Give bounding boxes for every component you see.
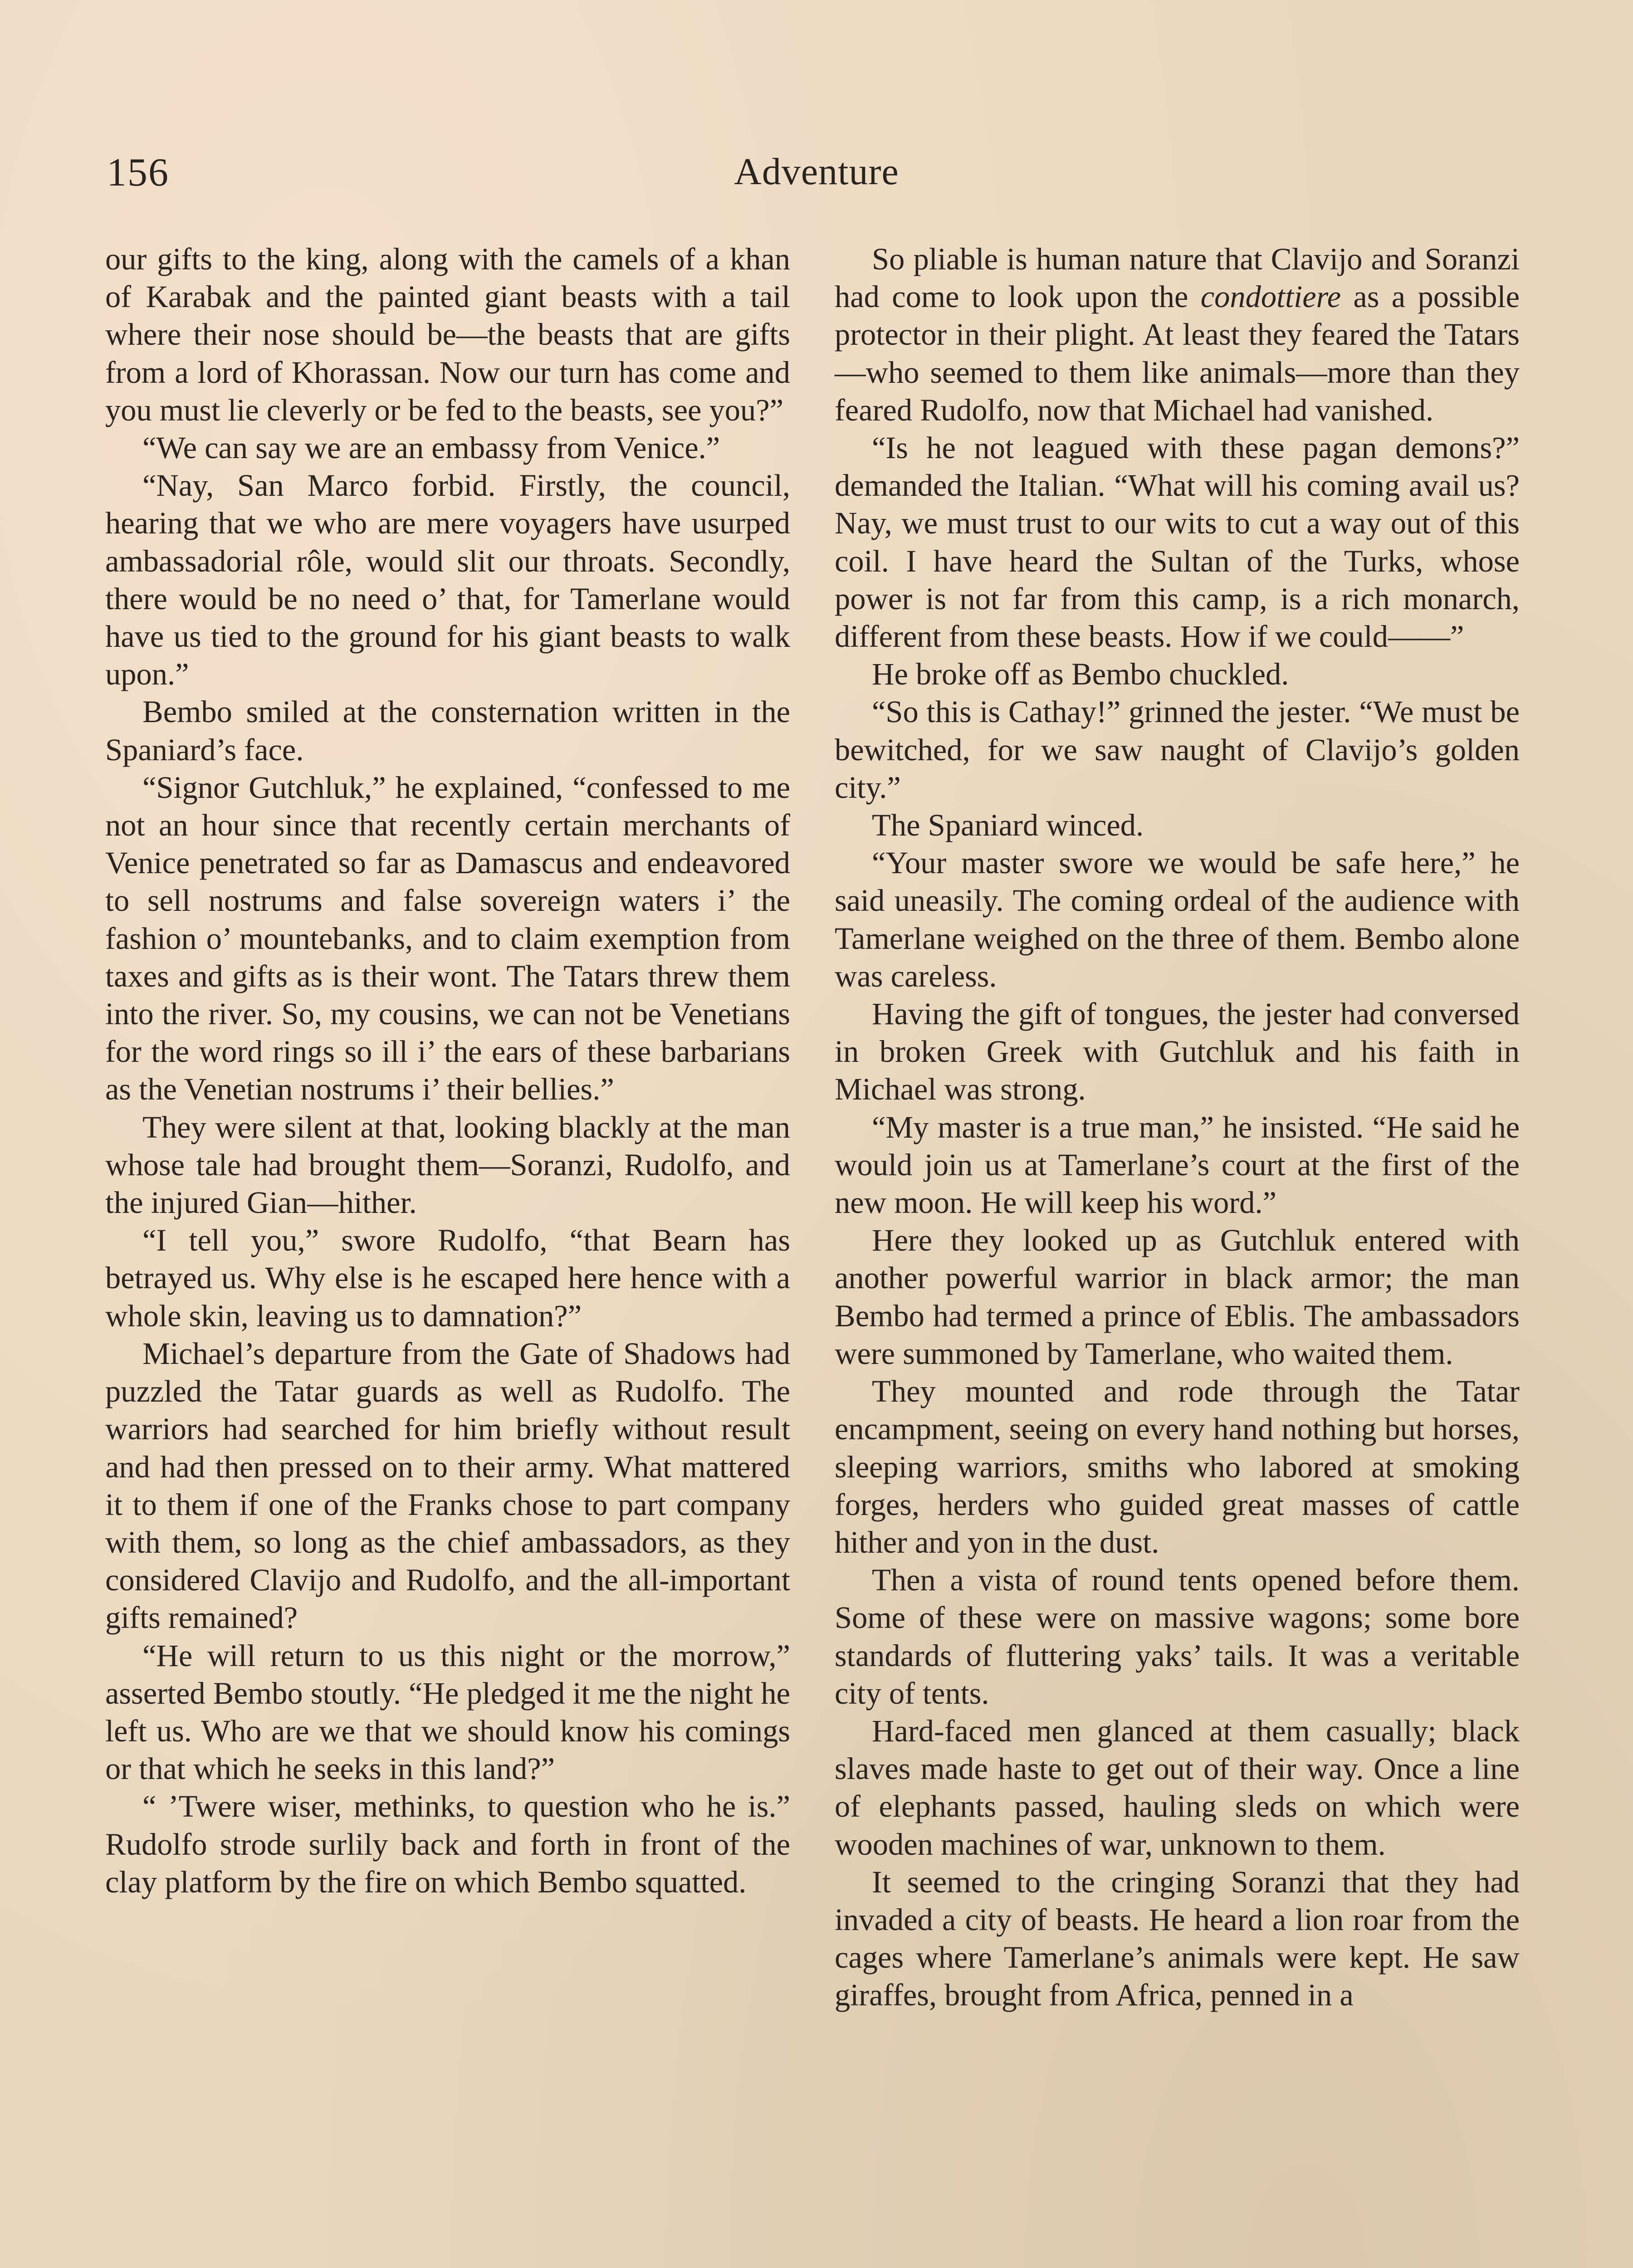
paragraph: “Nay, San Marco forbid. Firstly, the council, hearing that we who are mere voyagers have usurped ambassadorial rôle, would slit our throats. Secondly, there would be no need o’ that, for Tamerlane would have us tied to the ground for his giant beasts to walk upon.” — [105, 468, 790, 692]
page-number: 156 — [107, 151, 169, 195]
paragraph: “He will return to us this night or the morrow,” asserted Bembo stoutly. “He pledged it me the night he left us. Who are we that we should know his comings or that which he seeks in this land?” — [105, 1638, 790, 1786]
paragraph: Bembo smiled at the consternation written in the Spaniard’s face. — [105, 694, 790, 767]
paragraph: Michael’s departure from the Gate of Shadows had puzzled the Tatar guards as well as Rudolfo. The warriors had searched for him briefly without result and had then pressed on to their army. What mattered it to them if one of the Franks chose to part company with them, so long as the chief ambassadors, as they considered Clavijo and Rudolfo, and the all-important gifts remained? — [105, 1336, 790, 1635]
paragraph: “ ’Twere wiser, methinks, to question who he is.” Rudolfo strode surlily back and forth in front of the clay platform by the fire on which Bembo squatted. — [105, 1789, 790, 1899]
right-column — [835, 240, 1520, 2014]
paragraph: “I tell you,” swore Rudolfo, “that Bearn has betrayed us. Why else is he escaped here hence with a whole skin, leaving us to damnation?” — [105, 1223, 790, 1333]
paragraph: “My master is a true man,” he insisted. “He said he would join us at Tamerlane’s court at the first of the new moon. He will keep his word.” — [835, 1110, 1520, 1220]
paragraph: So pliable is human nature that Clavijo and Soranzi had come to look upon the condottiere as a possible protector in their plight. At least they feared the Tatars—who seemed to them like animals—more than they feared Rudolfo, now that Michael had vanished. — [835, 242, 1520, 427]
running-head: Adventure — [734, 151, 899, 193]
italic-term: condottiere — [1200, 279, 1341, 314]
paragraph: He broke off as Bembo chuckled. — [872, 657, 1289, 692]
paragraph: our gifts to the king, along with the camels of a khan of Karabak and the painted giant beasts with a tail where their nose should be—the beasts that are gifts from a lord of Khorassan. Now our turn has come and you must lie cleverly or be fed to the beasts, see you?” — [105, 242, 790, 427]
paragraph: “Your master swore we would be safe here,” he said uneasily. The coming ordeal of the audience with Tamerlane weighed on the three of them. Bembo alone was careless. — [835, 846, 1520, 993]
paragraph: Then a vista of round tents opened before them. Some of these were on massive wagons; some bore standards of fluttering yaks’ tails. It was a veritable city of tents. — [835, 1563, 1520, 1711]
paragraph: “So this is Cathay!” grinned the jester. “We must be bewitched, for we saw naught of Clavijo’s golden city.” — [835, 694, 1520, 805]
paragraph: Hard-faced men glanced at them casually; black slaves made haste to get out of their way. Once a line of elephants passed, hauling sleds on which were wooden machines of war, unknown to them. — [835, 1713, 1520, 1862]
paragraph: “Is he not leagued with these pagan demons?” demanded the Italian. “What will his coming avail us? Nay, we must trust to our wits to cut a way out of this coil. I have heard the Sultan of the Turks, whose power is not far from this camp, is a rich monarch, different from these beasts. How if we could——” — [835, 430, 1520, 654]
left-column — [105, 240, 790, 1901]
paragraph: The Spaniard winced. — [872, 808, 1144, 843]
paragraph: They were silent at that, looking blackly at the man whose tale had brought them—Soranzi, Rudolfo, and the injured Gian—hither. — [105, 1110, 790, 1220]
paragraph: Here they looked up as Gutchluk entered with another powerful warrior in black armor; the man Bembo had termed a prince of Eblis. The ambassadors were summoned by Tamerlane, who waited them. — [835, 1223, 1520, 1371]
paragraph: Having the gift of tongues, the jester had conversed in broken Greek with Gutchluk and his faith in Michael was strong. — [835, 997, 1520, 1107]
paragraph: They mounted and rode through the Tatar encampment, seeing on every hand nothing but horses, sleeping warriors, smiths who labored at smoking forges, herders who guided great masses of cattle hither and yon in the dust. — [835, 1374, 1520, 1559]
paragraph: “We can say we are an embassy from Venice.” — [142, 430, 720, 465]
paragraph: It seemed to the cringing Soranzi that they had invaded a city of beasts. He heard a lion roar from the cages where Tamerlane’s animals were kept. He saw giraffes, brought from Africa, penned in a — [835, 1864, 1520, 2013]
paragraph: “Signor Gutchluk,” he explained, “confessed to me not an hour since that recently certain merchants of Venice penetrated so far as Damascus and endeavored to sell nostrums and false sovereign waters i’ the fashion o’ mountebanks, and to claim exemption from taxes and gifts as is their wont. The Tatars threw them into the river. So, my cousins, we can not be Venetians for the word rings so ill i’ the ears of these barbarians as the Venetian nostrums i’ their bellies.” — [105, 770, 790, 1107]
